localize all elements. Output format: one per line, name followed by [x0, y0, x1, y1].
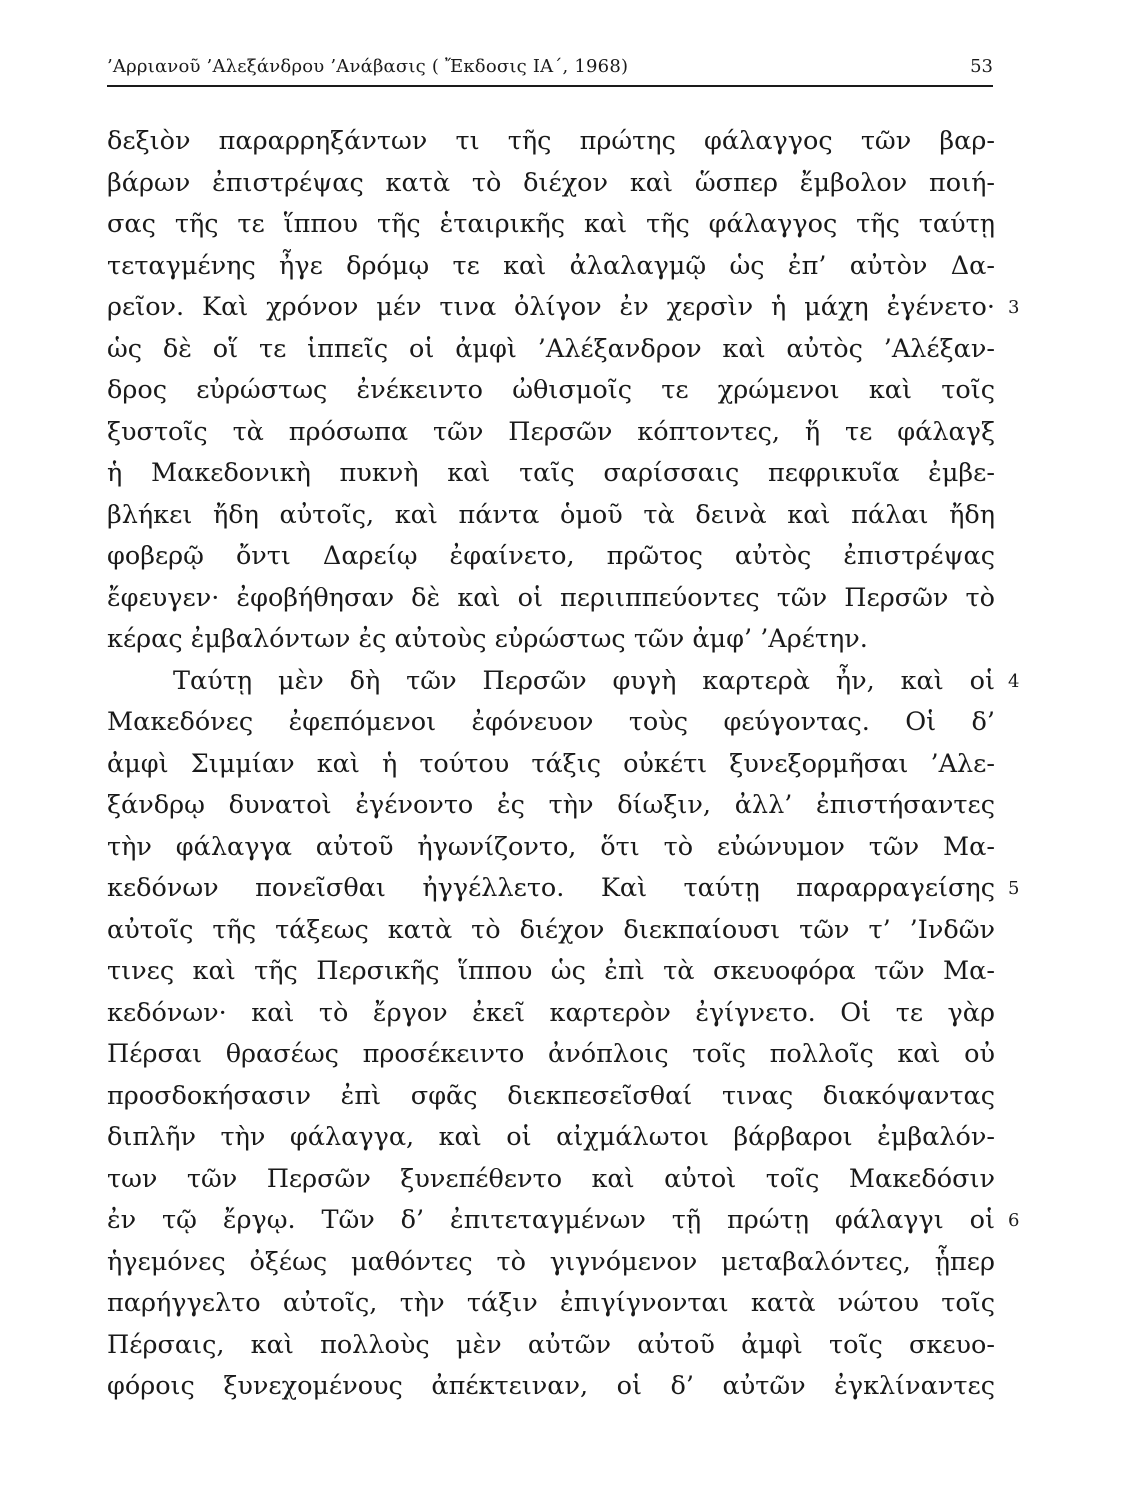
running-title: ’Αρριανοῦ ’Αλεξάνδρου ’Ανάβασις ( Ἔκδοσις ΙΑ΄, 1968)	[107, 56, 629, 77]
text-line: ξυστοῖς τὰ πρόσωπα τῶν Περσῶν κόπτοντες, ἥ τε φάλαγξ	[107, 416, 995, 447]
text-line: φοβερῷ ὄντι Δαρείῳ ἐφαίνετο, πρῶτος αὐτὸς ἐπιστρέψας	[107, 541, 995, 571]
section-number: 4	[1008, 670, 1020, 692]
text-line: των τῶν Περσῶν ξυνεπέθεντο καὶ αὐτοὶ τοῖς Μακεδόσιν	[107, 1163, 995, 1194]
section-number: 6	[1008, 1210, 1020, 1231]
text-line: ἡ Μακεδονικὴ πυκνὴ καὶ ταῖς σαρίσσαις πεφρικυῖα ἐμβε-	[107, 458, 995, 488]
text-line: κεδόνων πονεῖσθαι ἠγγέλλετο. Καὶ ταύτῃ παραρραγείσης	[107, 873, 995, 903]
text-line: διπλῆν τὴν φάλαγγα, καὶ οἱ αἰχμάλωτοι βάρβαροι ἐμβαλόν-	[107, 1122, 995, 1152]
body-text	[107, 121, 995, 1408]
text-line: δρος εὐρώστως ἐνέκειντο ὠθισμοῖς τε χρώμενοι καὶ τοῖς	[107, 375, 995, 405]
text-line: Ταύτῃ μὲν δὴ τῶν Περσῶν φυγὴ καρτερὰ ἦν, καὶ οἱ	[173, 665, 995, 696]
text-line: δεξιὸν παραρρηξάντων τι τῆς πρώτης φάλαγγος τῶν βαρ-	[107, 126, 995, 156]
text-line: ξάνδρῳ δυνατοὶ ἐγένοντο ἐς τὴν δίωξιν, ἀλλ’ ἐπιστήσαντες	[107, 790, 995, 820]
text-line: κέρας ἐμβαλόντων ἐς αὐτοὺς εὐρώστως τῶν ἀμφ’ ’Αρέτην.	[107, 624, 868, 654]
page-number: 53	[970, 56, 993, 77]
text-line: Πέρσαις, καὶ πολλοὺς μὲν αὐτῶν αὐτοῦ ἀμφὶ τοῖς σκευο-	[107, 1329, 995, 1360]
text-line: τὴν φάλαγγα αὐτοῦ ἠγωνίζοντο, ὅτι τὸ εὐώνυμον τῶν Μα-	[107, 831, 995, 862]
text-line: τεταγμένης ἦγε δρόμῳ τε καὶ ἀλαλαγμῷ ὡς ἐπ’ αὐτὸν Δα-	[107, 250, 995, 281]
text-line: ἡγεμόνες ὀξέως μαθόντες τὸ γιγνόμενον μεταβαλόντες, ᾗπερ	[107, 1246, 995, 1277]
header-rule	[107, 85, 993, 87]
section-number: 5	[1008, 878, 1020, 899]
text-line: Πέρσαι θρασέως προσέκειντο ἀνόπλοις τοῖς πολλοῖς καὶ οὐ	[107, 1039, 995, 1069]
text-line: παρήγγελτο αὐτοῖς, τὴν τάξιν ἐπιγίγνονται κατὰ νώτου τοῖς	[107, 1288, 995, 1318]
text-line: ἐν τῷ ἔργῳ. Τῶν δ’ ἐπιτεταγμένων τῇ πρώτῃ φάλαγγι οἱ	[107, 1205, 995, 1235]
text-line: Μακεδόνες ἐφεπόμενοι ἐφόνευον τοὺς φεύγοντας. Οἱ δ’	[107, 707, 995, 737]
text-line: βάρων ἐπιστρέψας κατὰ τὸ διέχον καὶ ὥσπερ ἔμβολον ποιή-	[107, 167, 995, 198]
text-line: ἔφευγεν· ἐφοβήθησαν δὲ καὶ οἱ περιιππεύοντες τῶν Περσῶν τὸ	[107, 582, 995, 613]
text-line: σας τῆς τε ἵππου τῆς ἑταιρικῆς καὶ τῆς φάλαγγος τῆς ταύτῃ	[107, 209, 995, 239]
text-line: ὡς δὲ οἵ τε ἱππεῖς οἱ ἀμφὶ ’Αλέξανδρον καὶ αὐτὸς ’Αλέξαν-	[107, 333, 995, 364]
text-line: κεδόνων· καὶ τὸ ἔργον ἐκεῖ καρτερὸν ἐγίγνετο. Οἱ τε γὰρ	[107, 997, 995, 1028]
text-line: βλήκει ἤδη αὐτοῖς, καὶ πάντα ὁμοῦ τὰ δεινὰ καὶ πάλαι ἤδη	[107, 499, 995, 530]
text-line: ρεῖον. Καὶ χρόνον μέν τινα ὀλίγον ἐν χερσὶν ἡ μάχη ἐγένετο·	[107, 292, 995, 322]
text-line: αὐτοῖς τῆς τάξεως κατὰ τὸ διέχον διεκπαίουσι τῶν τ’ ’Ινδῶν	[107, 914, 995, 945]
text-line: προσδοκήσασιν ἐπὶ σφᾶς διεκπεσεῖσθαί τινας διακόψαντας	[107, 1080, 995, 1111]
text-line: ἀμφὶ Σιμμίαν καὶ ἡ τούτου τάξις οὐκέτι ξυνεξορμῆσαι ’Αλε-	[107, 748, 995, 779]
section-number: 3	[1008, 297, 1020, 318]
text-line: τινες καὶ τῆς Περσικῆς ἵππου ὡς ἐπὶ τὰ σκευοφόρα τῶν Μα-	[107, 956, 995, 986]
text-line: φόροις ξυνεχομένους ἀπέκτειναν, οἱ δ’ αὐτῶν ἐγκλίναντες	[107, 1371, 995, 1401]
running-head	[107, 56, 993, 86]
